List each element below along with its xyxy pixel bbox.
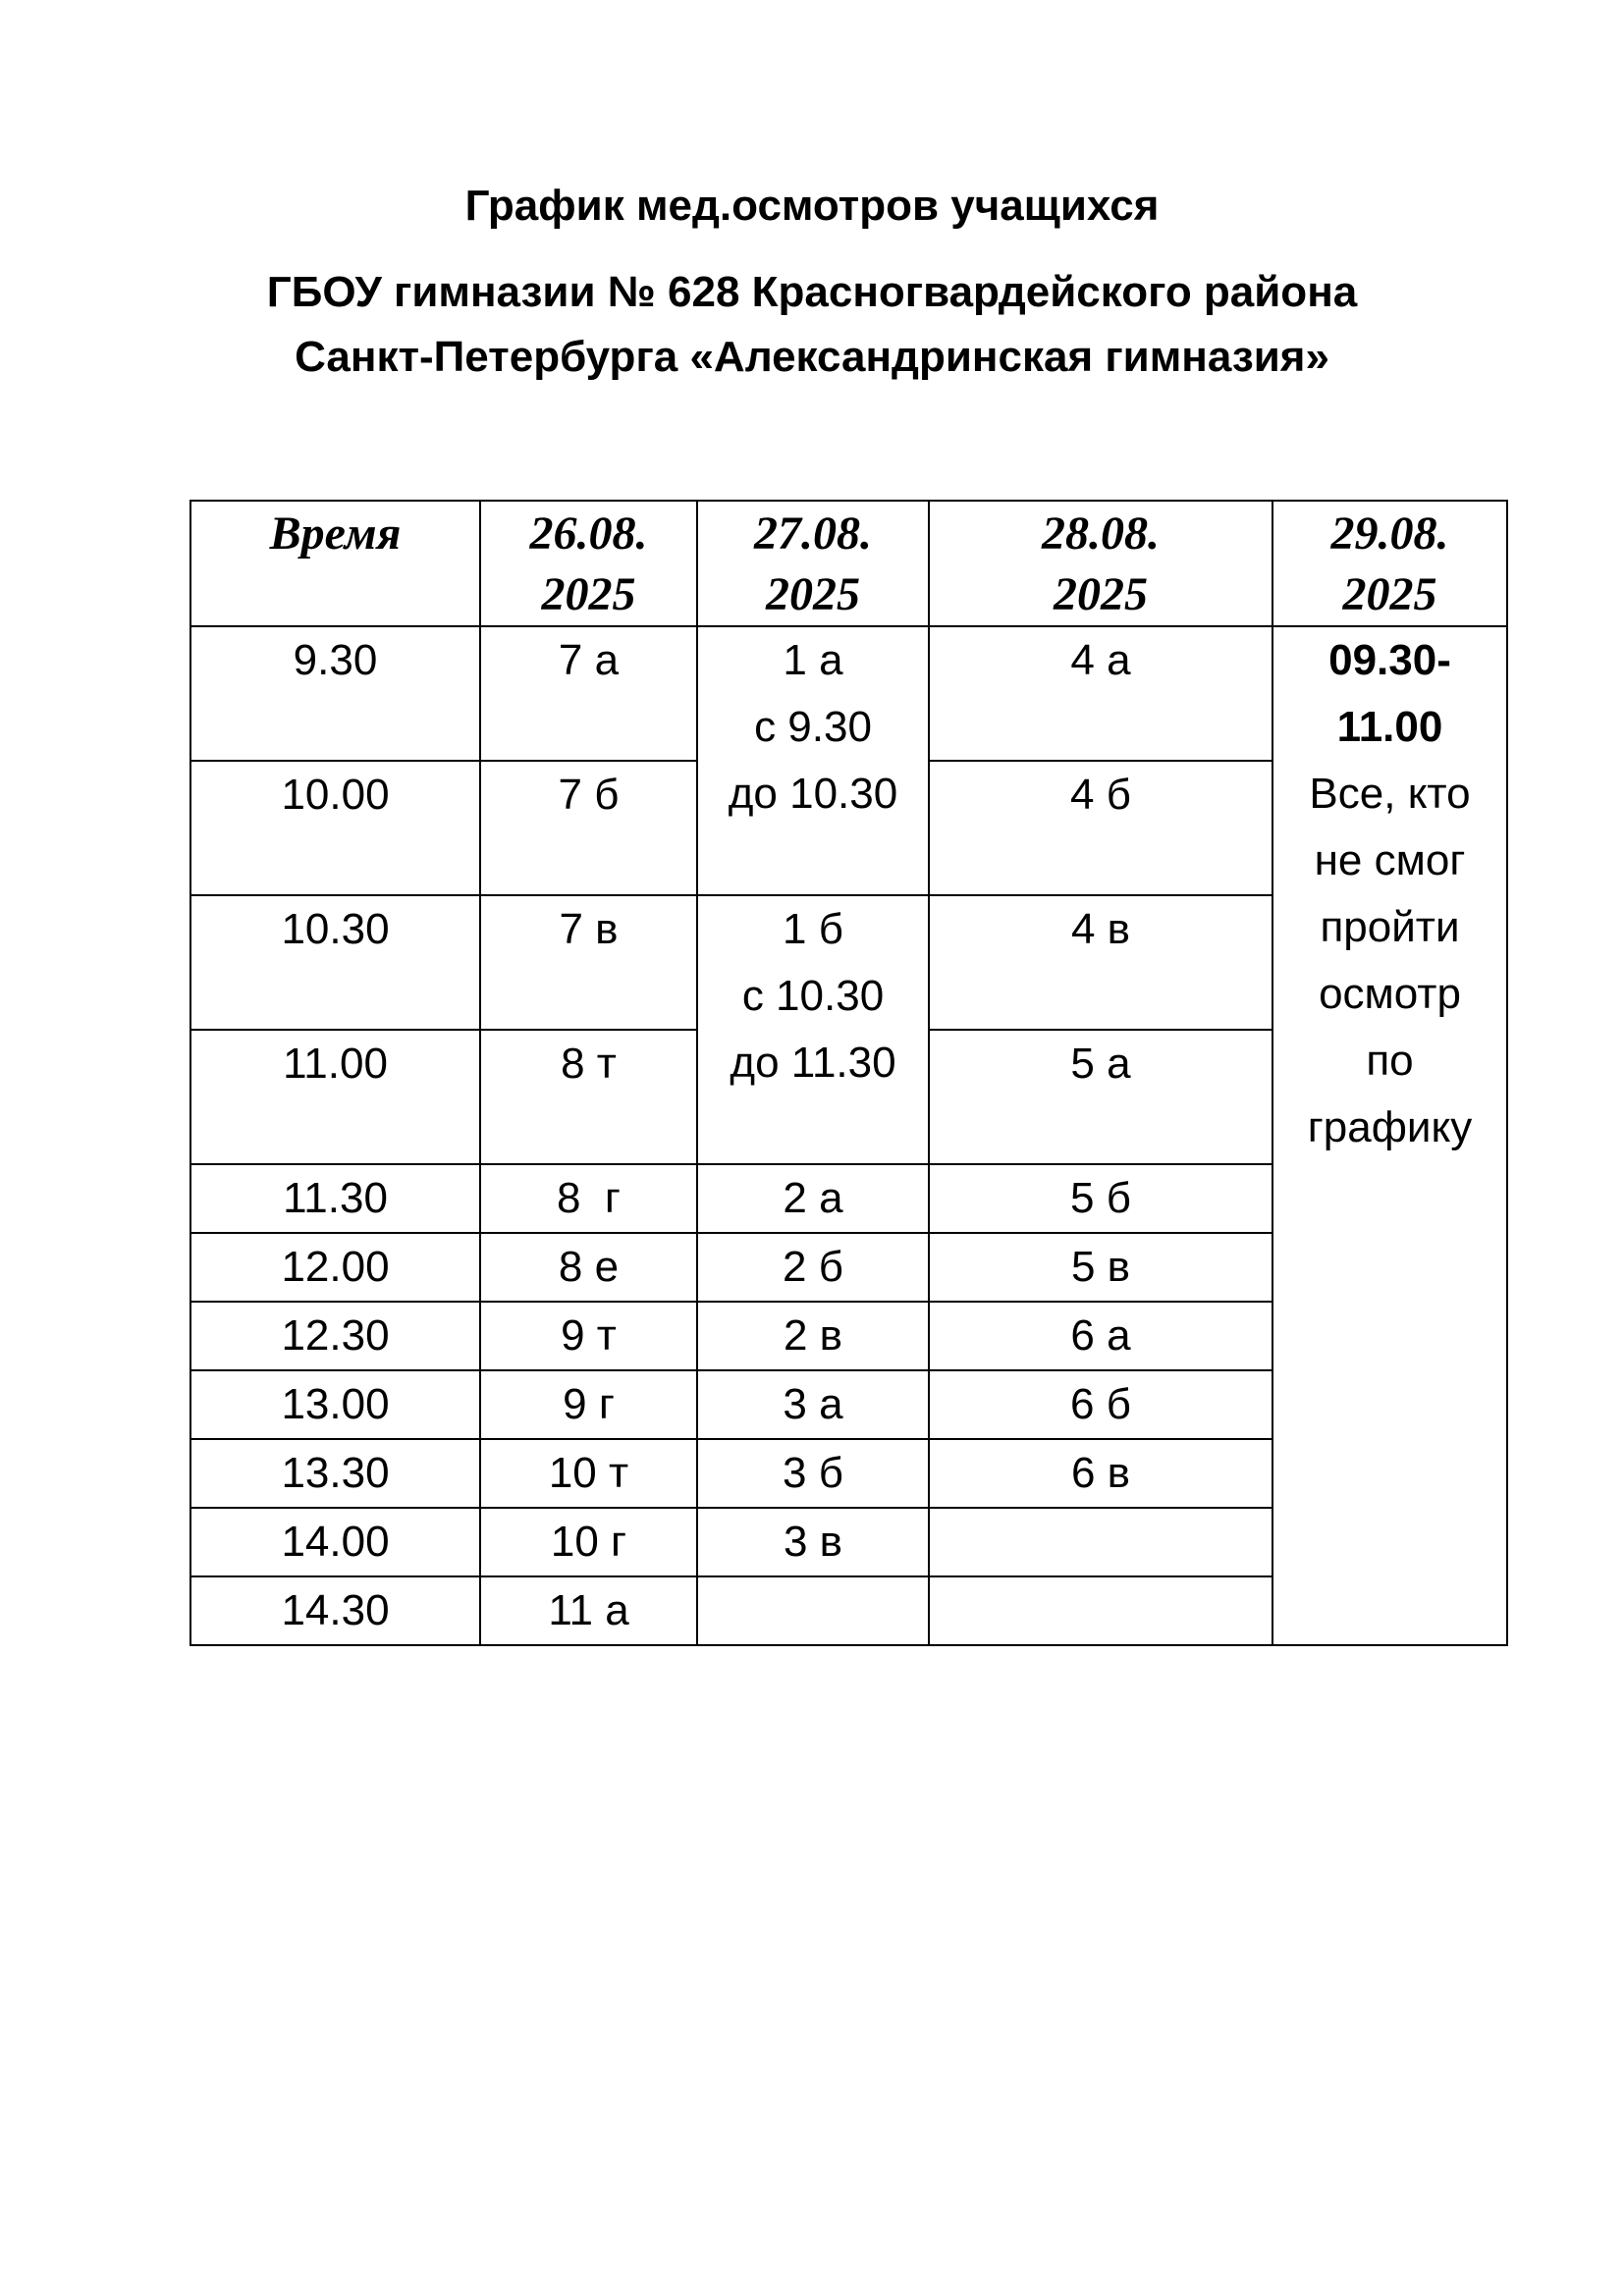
day2-cell: 2 а	[697, 1164, 929, 1233]
day4-note-cell	[1272, 626, 1507, 1645]
title-line-2: ГБОУ гимназии № 628 Красногвардейского района	[266, 268, 1358, 316]
day1-cell: 8 т	[480, 1030, 697, 1164]
day2-cell: 2 в	[697, 1302, 929, 1370]
day1-cell: 10 т	[480, 1439, 697, 1508]
time-cell: 14.30	[190, 1576, 480, 1645]
from-time: с 9.30	[754, 703, 872, 751]
day2-cell: 3 б	[697, 1439, 929, 1508]
title-line-3: Санкт-Петербурга «Александринская гимназия»	[295, 333, 1329, 381]
day3-cell: 5 а	[929, 1030, 1272, 1164]
note-line: графику	[1307, 1103, 1473, 1151]
note-line: Все, кто	[1309, 770, 1471, 818]
day3-cell: 4 а	[929, 626, 1272, 761]
schedule-table	[189, 500, 1508, 1646]
table-row	[190, 626, 1507, 761]
header-date-4	[1272, 501, 1507, 626]
time-cell: 12.30	[190, 1302, 480, 1370]
to-time: до 11.30	[730, 1039, 896, 1087]
time-cell: 11.00	[190, 1030, 480, 1164]
header-time-label: Время	[269, 507, 402, 560]
note-line: не смог	[1314, 836, 1466, 884]
time-cell: 13.00	[190, 1370, 480, 1439]
class-label: 1 а	[783, 636, 843, 684]
header-date-1	[480, 501, 697, 626]
day2-cell: 3 а	[697, 1370, 929, 1439]
time-cell: 13.30	[190, 1439, 480, 1508]
day3-cell: 6 а	[929, 1302, 1272, 1370]
day2-cell: 3 в	[697, 1508, 929, 1576]
time-cell: 10.30	[190, 895, 480, 1030]
title-line-1: График мед.осмотров учащихся	[464, 182, 1160, 230]
note-time-end: 11.00	[1336, 703, 1443, 751]
day3-cell: 6 б	[929, 1370, 1272, 1439]
header-date-3-year: 2025	[1054, 568, 1148, 620]
time-cell: 11.30	[190, 1164, 480, 1233]
header-date-4-day: 29.08.	[1330, 507, 1449, 560]
day3-cell: 5 б	[929, 1164, 1272, 1233]
header-date-2	[697, 501, 929, 626]
day2-cell: 2 б	[697, 1233, 929, 1302]
time-cell: 9.30	[190, 626, 480, 761]
to-time: до 10.30	[728, 770, 898, 818]
day3-cell	[929, 1508, 1272, 1576]
day2-merged-cell	[697, 895, 929, 1164]
day1-cell: 11 а	[480, 1576, 697, 1645]
from-time: с 10.30	[741, 972, 885, 1020]
day3-cell: 4 в	[929, 895, 1272, 1030]
header-row	[190, 501, 1507, 626]
note-time-start: 09.30-	[1328, 636, 1451, 684]
header-date-2-year: 2025	[766, 568, 860, 620]
day3-cell: 5 в	[929, 1233, 1272, 1302]
header-date-3-day: 28.08.	[1042, 507, 1160, 560]
header-date-1-day: 26.08.	[529, 507, 648, 560]
header-date-2-day: 27.08.	[754, 507, 872, 560]
day1-cell: 10 г	[480, 1508, 697, 1576]
day1-cell: 7 б	[480, 761, 697, 895]
note-line: осмотр	[1319, 970, 1461, 1018]
day1-cell: 7 а	[480, 626, 697, 761]
day1-cell: 8 е	[480, 1233, 697, 1302]
time-cell: 12.00	[190, 1233, 480, 1302]
class-label: 1 б	[783, 905, 843, 953]
day1-cell: 7 в	[480, 895, 697, 1030]
day2-cell	[697, 1576, 929, 1645]
day3-cell: 6 в	[929, 1439, 1272, 1508]
header-time	[190, 501, 480, 626]
header-date-4-year: 2025	[1342, 568, 1437, 620]
time-cell: 14.00	[190, 1508, 480, 1576]
day3-cell: 4 б	[929, 761, 1272, 895]
time-cell: 10.00	[190, 761, 480, 895]
day3-cell	[929, 1576, 1272, 1645]
header-date-1-year: 2025	[541, 568, 636, 620]
note-line: пройти	[1320, 903, 1460, 951]
day1-cell: 8 г	[480, 1164, 697, 1233]
header-date-3	[929, 501, 1272, 626]
note-line: по	[1366, 1037, 1414, 1085]
day1-cell: 9 т	[480, 1302, 697, 1370]
day2-merged-cell	[697, 626, 929, 895]
day1-cell: 9 г	[480, 1370, 697, 1439]
